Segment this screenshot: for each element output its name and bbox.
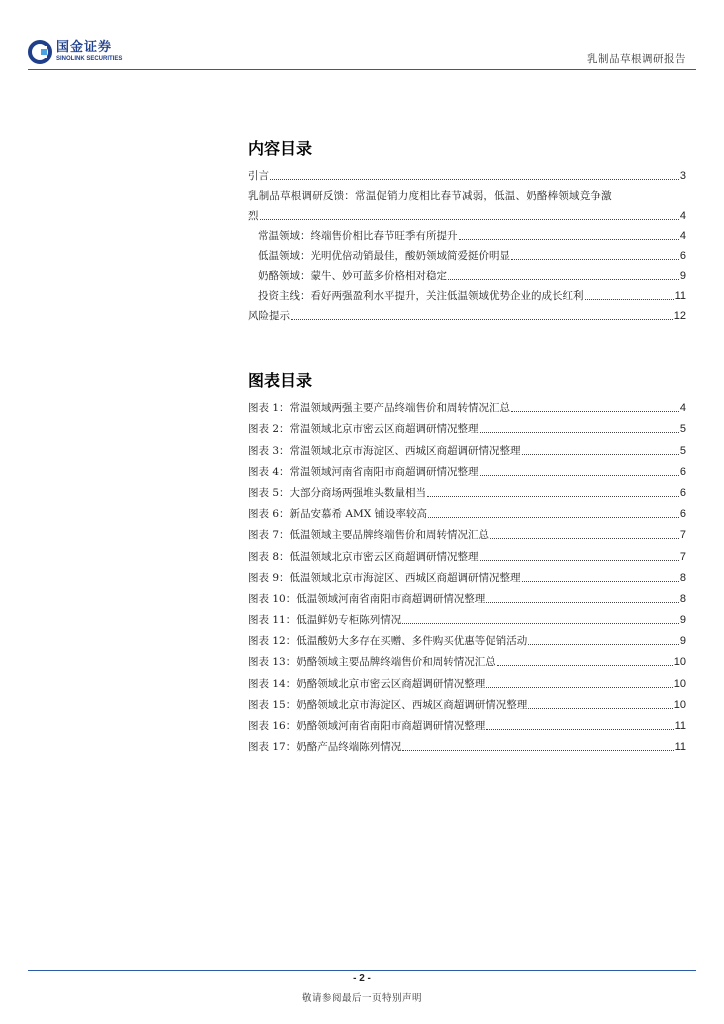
report-name: 乳制品草根调研报告 (587, 53, 686, 65)
figure-entry-page: 8 (679, 571, 686, 584)
figure-entry-text: 图表 17：奶酪产品终端陈列情况 (248, 741, 402, 754)
figure-entry[interactable] (248, 415, 686, 436)
figure-entry[interactable] (248, 585, 686, 606)
toc-entry-text: 乳制品草根调研反馈：常温促销力度相比春节减弱，低温、奶酪棒领域竞争激 (248, 190, 612, 202)
figure-entry-text: 图表 9：低温领域北京市海淀区、西城区商超调研情况整理 (248, 571, 521, 584)
figure-entry-page: 9 (679, 635, 686, 648)
toc-entry[interactable] (248, 163, 686, 183)
logo-english-name: SINOLINK SECURITIES (56, 56, 123, 62)
figure-entry-page: 10 (673, 656, 686, 669)
toc-entry-page: 11 (674, 290, 686, 302)
figure-entry-text: 图表 15：奶酪领域北京市海淀区、西城区商超调研情况整理 (248, 698, 528, 711)
company-logo (28, 40, 122, 64)
figure-entry[interactable] (248, 500, 686, 521)
header-divider (28, 69, 696, 70)
toc-entry-page: 12 (673, 310, 686, 322)
figures-title: 图表目录 (248, 371, 313, 390)
toc-entry-page: 6 (679, 250, 686, 262)
figure-entry[interactable] (248, 564, 686, 585)
toc-entry[interactable] (248, 303, 686, 323)
figure-entry-page: 10 (673, 677, 686, 690)
content-toc (248, 163, 686, 323)
figure-entry-text: 图表 11：低温鲜奶专柜陈列情况 (248, 614, 402, 627)
figure-entry-text: 图表 16：奶酪领域河南省南阳市商超调研情况整理 (248, 720, 486, 732)
toc-entry-page: 4 (679, 210, 686, 222)
figure-entry-page: 10 (673, 698, 686, 711)
figure-entry-page: 6 (679, 486, 686, 499)
figure-entry-page: 7 (679, 550, 686, 563)
figure-entry-text: 图表 5：大部分商场两强堆头数量相当 (248, 486, 427, 499)
page-header (28, 40, 696, 70)
page-number: - 2 - (353, 973, 371, 984)
toc-entry-text: 引言 (248, 170, 269, 182)
figure-entry-page: 9 (679, 614, 686, 627)
figure-entry-page: 11 (674, 720, 686, 732)
figure-entry[interactable] (248, 436, 686, 457)
toc-entry-text: 低温领域：光明优倍动销最佳，酸奶领域简爱挺价明显 (258, 250, 510, 262)
figure-entry[interactable] (248, 627, 686, 648)
toc-entry-page: 9 (679, 270, 686, 282)
figure-entry[interactable] (248, 733, 686, 754)
figure-entry-page: 11 (674, 741, 686, 754)
figure-entry[interactable] (248, 394, 686, 415)
figure-entry[interactable] (248, 542, 686, 563)
figure-entry[interactable] (248, 648, 686, 669)
toc-entry[interactable] (248, 263, 686, 283)
figure-entry[interactable] (248, 479, 686, 500)
toc-entry-page: 3 (679, 170, 686, 182)
toc-entry-text: 常温领域：终端售价相比春节旺季有所提升 (258, 230, 458, 242)
toc-entry[interactable] (248, 223, 686, 243)
figure-entry-page: 4 (679, 402, 686, 415)
figure-entry-text: 图表 1：常温领域两强主要产品终端售价和周转情况汇总 (248, 402, 511, 415)
figure-entry[interactable] (248, 712, 686, 733)
figure-entry-page: 6 (679, 508, 686, 521)
figure-entry-text: 图表 14：奶酪领域北京市密云区商超调研情况整理 (248, 677, 486, 690)
figure-entry[interactable] (248, 606, 686, 627)
toc-entry[interactable] (248, 283, 686, 303)
figure-entry-text: 图表 2：常温领域北京市密云区商超调研情况整理 (248, 423, 479, 436)
figure-entry-text: 图表 3：常温领域北京市海淀区、西城区商超调研情况整理 (248, 444, 521, 457)
figure-entry-page: 7 (679, 529, 686, 542)
footer-disclaimer: 敬请参阅最后一页特别声明 (301, 993, 422, 1004)
figure-entry-page: 8 (679, 592, 686, 605)
figure-entry[interactable] (248, 691, 686, 712)
toc-entry[interactable] (248, 243, 686, 263)
toc-entry-text: 风险提示 (248, 310, 290, 322)
figure-entry-page: 5 (679, 423, 686, 436)
figure-entry-text: 图表 10：低温领域河南省南阳市商超调研情况整理 (248, 592, 486, 605)
figure-entry-text: 图表 6：新品安慕希 AMX 铺设率较高 (248, 508, 428, 521)
figure-entry-text: 图表 4：常温领域河南省南阳市商超调研情况整理 (248, 465, 479, 478)
figure-entry-page: 6 (679, 465, 686, 478)
logo-mark-icon (28, 40, 52, 64)
toc-entry-text: 烈 (248, 210, 259, 222)
figure-entry-text: 图表 12：低温酸奶大多存在买赠、多件购买优惠等促销活动 (248, 635, 528, 648)
toc-title: 内容目录 (248, 139, 313, 158)
figures-toc (248, 394, 686, 754)
figure-entry[interactable] (248, 458, 686, 479)
figure-entry-page: 5 (679, 444, 686, 457)
figure-entry-text: 图表 7：低温领域主要品牌终端售价和周转情况汇总 (248, 529, 490, 542)
toc-entry-text: 奶酪领域：蒙牛、妙可蓝多价格相对稳定 (258, 270, 447, 282)
toc-entry[interactable] (248, 203, 686, 223)
figure-entry-text: 图表 8：低温领域北京市密云区商超调研情况整理 (248, 550, 479, 563)
toc-entry-text: 投资主线：看好两强盈利水平提升，关注低温领域优势企业的成长红利 (258, 290, 584, 302)
footer-divider (28, 970, 696, 971)
toc-entry-line1[interactable] (248, 183, 686, 203)
figure-entry-text: 图表 13：奶酪领域主要品牌终端售价和周转情况汇总 (248, 656, 496, 669)
figure-entry[interactable] (248, 521, 686, 542)
toc-entry-page: 4 (679, 230, 686, 242)
logo-chinese-name: 国金证券 (56, 40, 113, 55)
figure-entry[interactable] (248, 669, 686, 690)
